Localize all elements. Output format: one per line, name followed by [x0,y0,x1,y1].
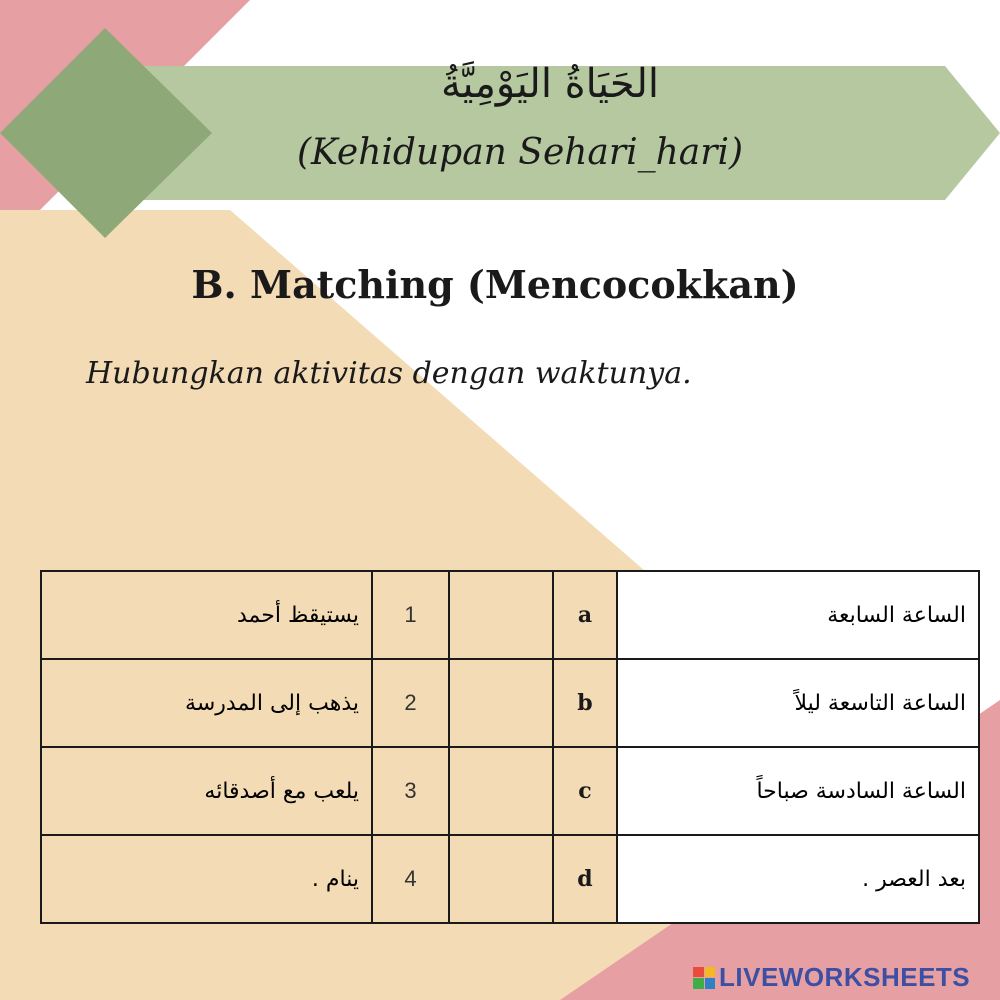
table-row [41,571,979,659]
table-row [41,659,979,747]
answer-input-1[interactable] [449,571,553,659]
title-arabic: الحَيَاةُ اليَوْمِيَّةُ [440,61,660,107]
time-cell [617,835,979,923]
letter-cell: c [553,747,617,835]
time-text: الساعة السابعة [827,602,966,628]
activity-cell [41,659,372,747]
activity-text: يلعب مع أصدقائه [204,778,359,804]
table-row [41,747,979,835]
number-cell: 2 [372,659,449,747]
answer-input-3[interactable] [449,747,553,835]
activity-cell [41,571,372,659]
answer-input-2[interactable] [449,659,553,747]
matching-table [40,570,980,924]
time-text: الساعة السادسة صباحاً [756,778,966,804]
activity-text: يذهب إلى المدرسة [185,690,359,716]
time-cell [617,747,979,835]
table-row [41,835,979,923]
time-cell [617,571,979,659]
time-text: بعد العصر . [862,866,966,892]
letter-cell: d [553,835,617,923]
letter-cell: b [553,659,617,747]
number-cell: 3 [372,747,449,835]
time-cell [617,659,979,747]
watermark-text: LIVEWORKSHEETS [719,962,971,992]
liveworksheets-watermark [693,962,970,993]
letter-cell: a [553,571,617,659]
answer-input-4[interactable] [449,835,553,923]
time-text: الساعة التاسعة ليلاً [794,690,966,716]
activity-cell [41,835,372,923]
liveworksheets-logo-icon [693,967,715,989]
section-heading: B. Matching (Mencocokkan) [191,262,799,307]
number-cell: 1 [372,571,449,659]
number-cell: 4 [372,835,449,923]
instruction-text: Hubungkan aktivitas dengan waktunya. [86,356,692,391]
activity-text: يستيقظ أحمد [236,602,359,628]
activity-text: ينام . [311,866,359,892]
activity-cell [41,747,372,835]
title-latin: (Kehidupan Sehari_hari) [296,132,744,173]
